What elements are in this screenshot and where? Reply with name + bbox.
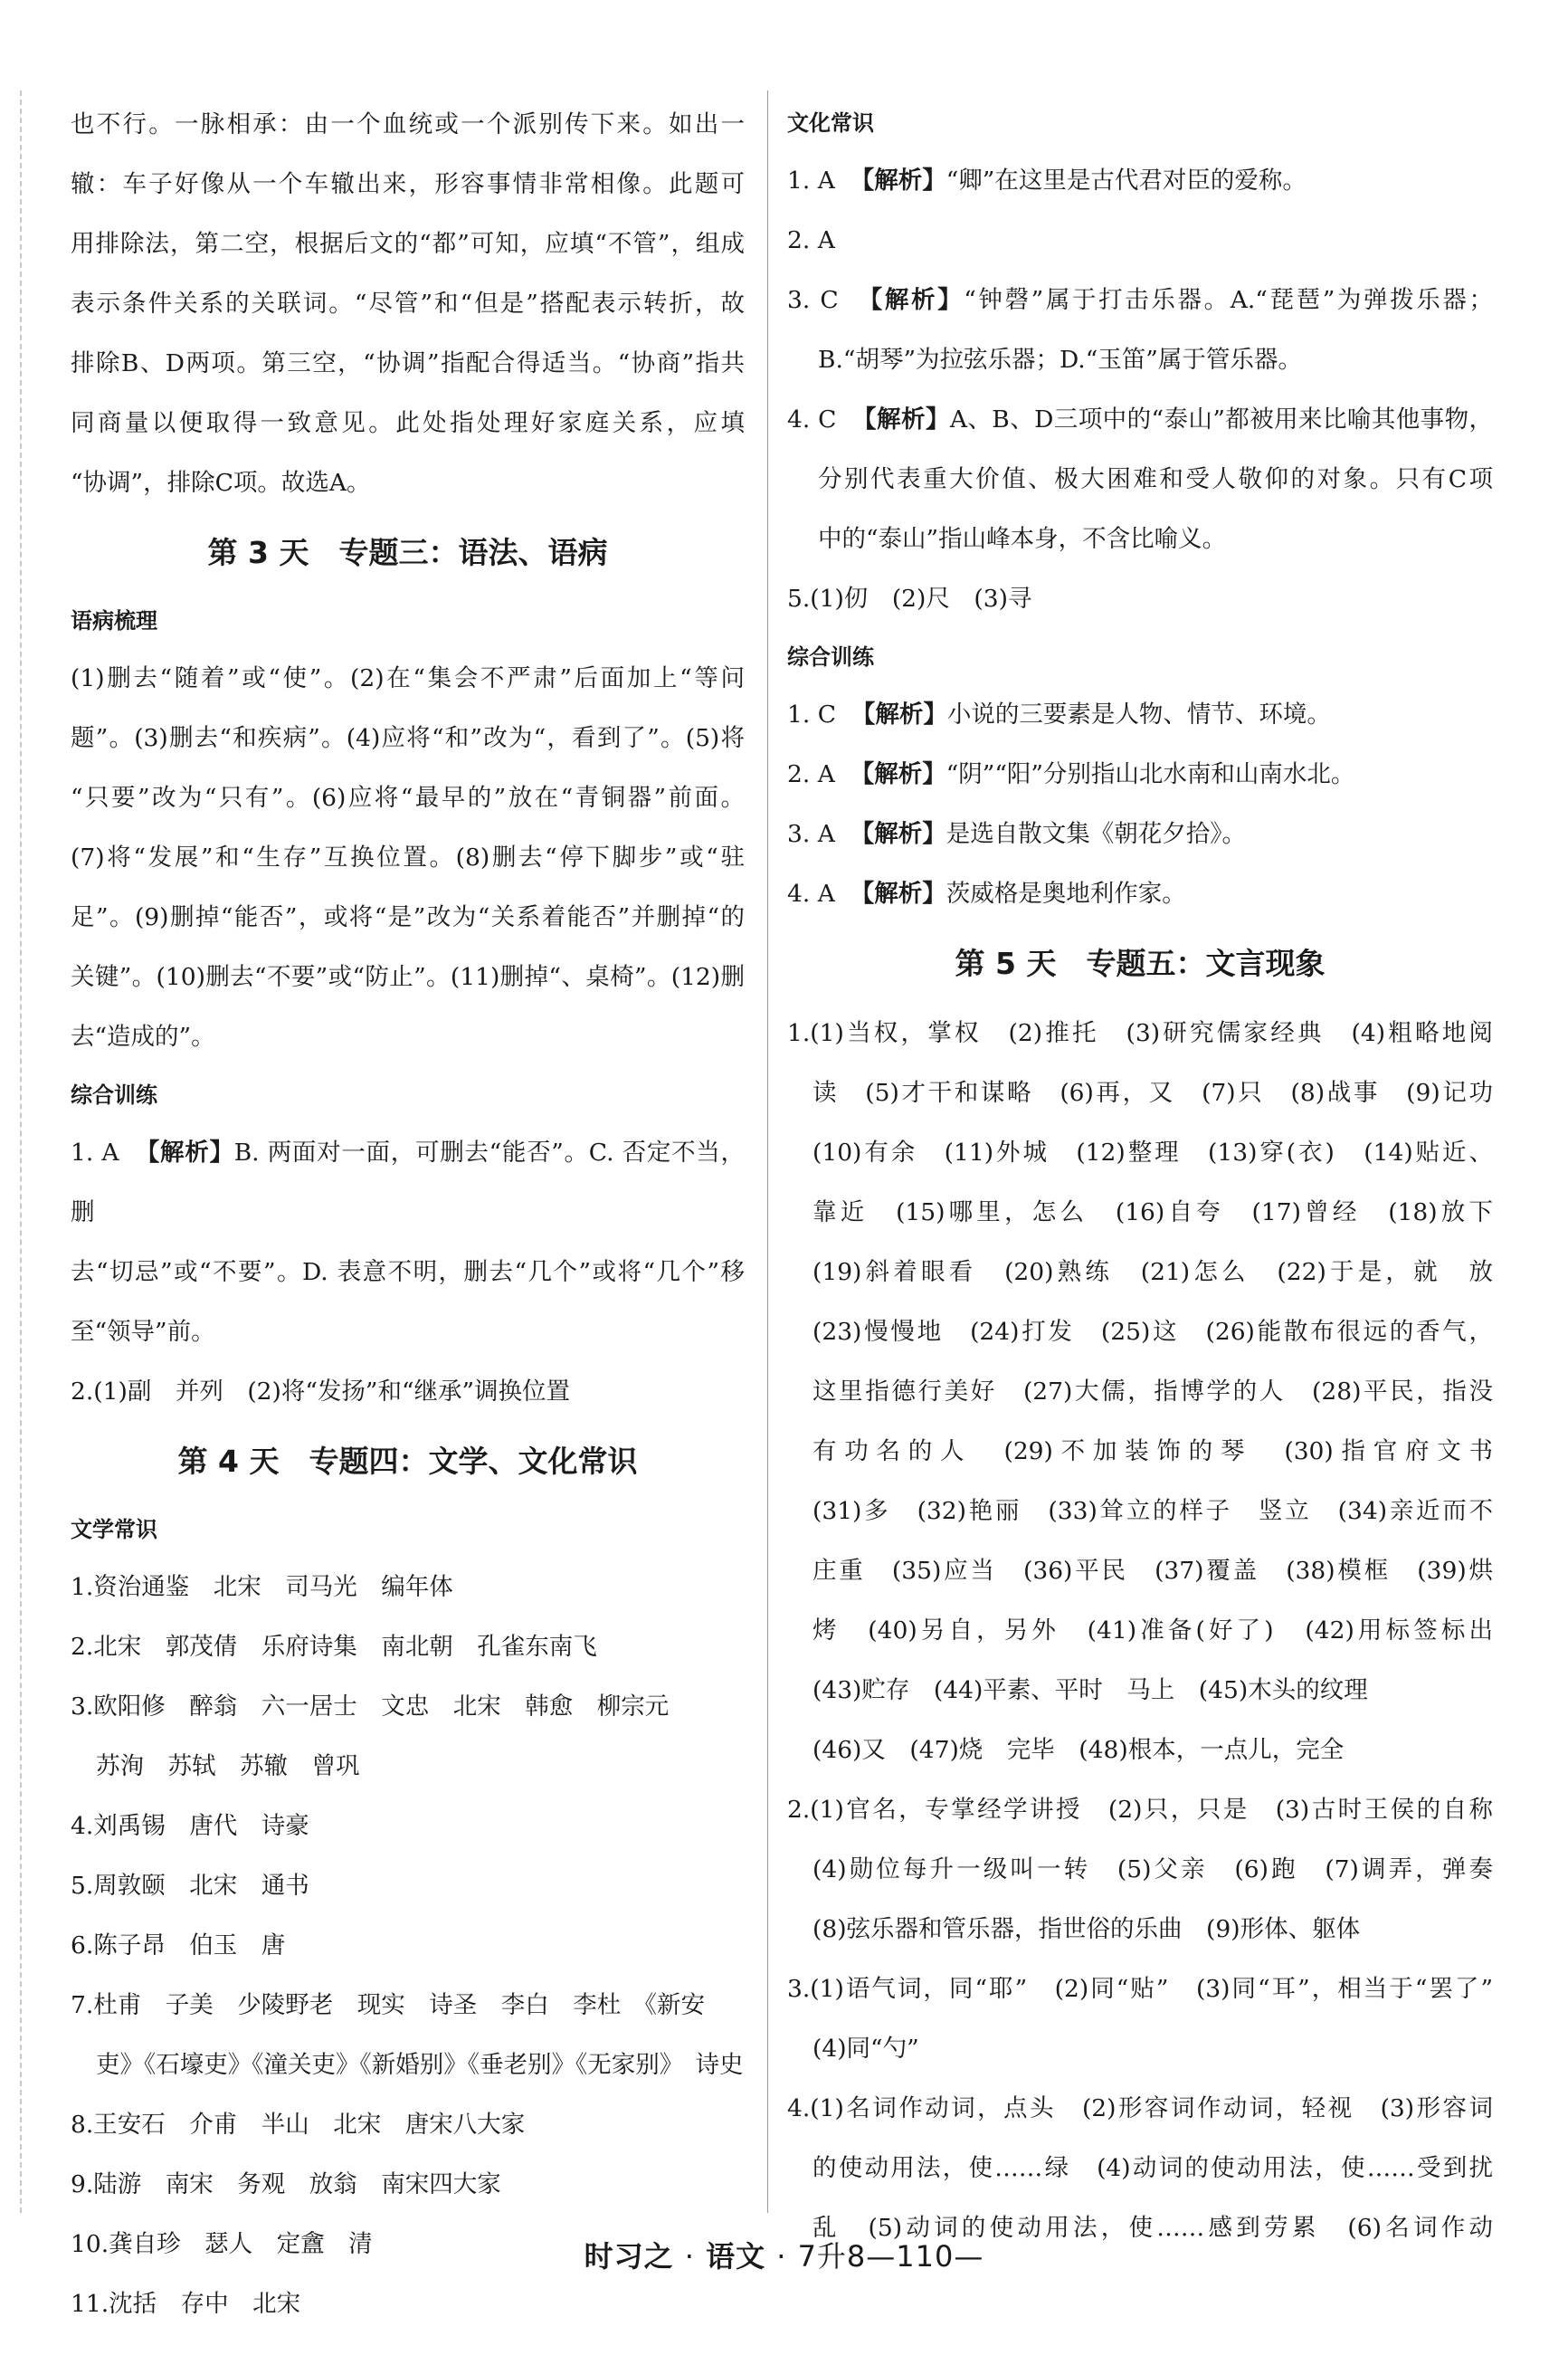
analysis-text: “卿”在这里是古代君对臣的爱称。	[946, 167, 1307, 195]
answer-number: 1. C	[787, 701, 836, 729]
column-divider	[767, 91, 768, 2213]
intro-paragraph	[71, 95, 745, 513]
list-item: 9.陆游 南宋 务观 放翁 南宋四大家	[71, 2170, 501, 2198]
analysis-tag: 【解析】	[850, 760, 946, 788]
answer-line: 有功名的人 (29)不加装饰的琴 (30)指官府文书	[813, 1437, 1493, 1465]
list-item: 6.陈子昂 伯玉 唐	[71, 1931, 286, 1959]
right-column	[787, 95, 1493, 2258]
answer-line: (31)多 (32)艳丽 (33)耸立的样子 竖立 (34)亲近而不	[813, 1497, 1493, 1525]
answer-number: 3. C	[787, 286, 839, 314]
list-item: 1.资治通鉴 北宋 司马光 编年体	[71, 1573, 453, 1601]
answer-line: 4.(1)名词作动词，点头 (2)形容词作动词，轻视 (3)形容词	[787, 2094, 1493, 2122]
intro-line: 同商量以便取得一致意见。此处指处理好家庭关系，应填	[71, 409, 745, 437]
list-item: 4.刘禹锡 唐代 诗豪	[71, 1812, 309, 1840]
list-item: 11.沈括 存中 北宋	[71, 2290, 301, 2318]
answer-continuation: 中的“泰山”指山峰本身，不含比喻义。	[818, 525, 1227, 553]
analysis-text: A、B、D三项中的“泰山”都被用来比喻其他事物，	[949, 405, 1494, 434]
answer-line: 1.(1)当权，掌权 (2)推托 (3)研究儒家经典 (4)粗略地阅	[787, 1019, 1493, 1047]
list-item: 5.周敦颐 北宋 通书	[71, 1872, 309, 1900]
answer-number: 4. A	[787, 880, 835, 908]
analysis-text: 是选自散文集《朝花夕拾》。	[946, 820, 1246, 848]
analysis-tag: 【解析】	[135, 1139, 234, 1167]
answer-item	[787, 864, 1493, 924]
answer-continuation: B.“胡琴”为拉弦乐器；D.“玉笛”属于管乐器。	[818, 346, 1302, 374]
grammar-answers	[71, 649, 745, 1067]
subheading-training: 综合训练	[787, 644, 874, 670]
grammar-line: 关键”。(10)删去“不要”或“防止”。(11)删掉“、桌椅”。(12)删	[71, 963, 745, 991]
answer-item	[787, 685, 1493, 745]
answer-line: 的使动用法，使……绿 (4)动词的使动用法，使……受到扰	[813, 2154, 1493, 2182]
analysis-tag: 【解析】	[850, 167, 946, 195]
analysis-text: B. 两面对一面，可删去“能否”。C. 否定不当，删	[71, 1139, 745, 1226]
intro-line: 用排除法，第二空，根据后文的“都”可知，应填“不管”，组成	[71, 230, 745, 258]
list-item: 苏洵 苏轼 苏辙 曾巩	[96, 1752, 360, 1780]
classical-q3	[787, 1959, 1493, 2079]
analysis-tag: 【解析】	[850, 880, 946, 908]
answer-line: (4)勋位每升一级叫一转 (5)父亲 (6)跑 (7)调弄，弹奏	[813, 1855, 1493, 1883]
answer-continuation: 至“领导”前。	[71, 1318, 215, 1346]
answer-line: 这里指德行美好 (27)大儒，指博学的人 (28)平民，指没	[813, 1378, 1493, 1406]
analysis-tag: 【解析】	[851, 701, 947, 729]
section-title-day5: 第 5 天 专题五：文言现象	[955, 946, 1326, 981]
analysis-text: “钟磬”属于打击乐器。A.“琵琶”为弹拨乐器；	[964, 286, 1493, 314]
answer-number: 5.	[787, 585, 811, 613]
answer-number: 1. A	[787, 167, 835, 195]
intro-line: 辙：车子好像从一个车辙出来，形容事情非常相像。此题可	[71, 170, 745, 198]
analysis-tag: 【解析】	[858, 286, 965, 314]
answer-line: 2.(1)官名，专掌经学讲授 (2)只，只是 (3)古时王侯的自称	[787, 1796, 1493, 1824]
answer-line: (10)有余 (11)外城 (12)整理 (13)穿(衣) (14)贴近、	[813, 1139, 1493, 1167]
answer-line: (23)慢慢地 (24)打发 (25)这 (26)能散布很远的香气，	[813, 1318, 1493, 1346]
analysis-text: 茨威格是奥地利作家。	[946, 880, 1186, 908]
answer-continuation: 去“切忌”或“不要”。D. 表意不明，删去“几个”或将“几个”移	[71, 1258, 745, 1286]
section-title-day4: 第 4 天 专题四：文学、文化常识	[177, 1444, 638, 1479]
grammar-line: (7)将“发展”和“生存”互换位置。(8)删去“停下脚步”或“驻	[71, 844, 745, 872]
answer-item	[787, 211, 1493, 271]
page-footer	[0, 2234, 1568, 2275]
classical-q1	[787, 1004, 1493, 1780]
list-item: 8.王安石 介甫 半山 北宋 唐宋八大家	[71, 2111, 526, 2139]
grammar-line: “只要”改为“只有”。(6)应将“最早的”放在“青铜器”前面。	[71, 784, 745, 812]
answer-item	[787, 390, 1493, 450]
intro-line: 表示条件关系的关联词。“尽管”和“但是”搭配表示转折，故	[71, 290, 745, 318]
binding-margin-line	[20, 91, 22, 2213]
literature-list	[71, 1558, 745, 2334]
grammar-line: 去“造成的”。	[71, 1023, 215, 1051]
answer-line: 读 (5)才干和谋略 (6)再，又 (7)只 (8)战事 (9)记功	[813, 1079, 1493, 1107]
list-item: 3.欧阳修 醉翁 六一居士 文忠 北宋 韩愈 柳宗元	[71, 1692, 670, 1721]
answer-line: (8)弦乐器和管乐器，指世俗的乐曲 (9)形体、躯体	[813, 1915, 1361, 1943]
answer-line: (43)贮存 (44)平素、平时 马上 (45)木头的纹理	[813, 1676, 1368, 1704]
answer-item	[787, 569, 1493, 629]
analysis-tag: 【解析】	[850, 820, 946, 848]
intro-line: 排除B、D两项。第三空，“协调”指配合得适当。“协商”指共	[71, 349, 745, 377]
answer-line: 3.(1)语气词，同“耶” (2)同“贴” (3)同“耳”，相当于“罢了”	[787, 1975, 1493, 2003]
left-column	[71, 95, 745, 2334]
subheading-culture: 文化常识	[787, 110, 874, 136]
intro-line: “协调”，排除C项。故选A。	[71, 469, 371, 497]
answer-line: 乱 (5)动词的使动用法，使……感到劳累 (6)名词作动	[813, 2214, 1493, 2242]
answer-item	[71, 1123, 745, 1243]
answer-number: 2. A	[787, 760, 835, 788]
grammar-line: 题”。(3)删去“和疾病”。(4)应将“和”改为“，看到了”。(5)将	[71, 724, 745, 752]
analysis-text: (1)仞 (2)尺 (3)寻	[810, 585, 1032, 613]
section-title-day3: 第 3 天 专题三：语法、语病	[207, 535, 608, 570]
answer-line: 烤 (40)另自，另外 (41)准备(好了) (42)用标签标出	[813, 1616, 1493, 1645]
answer-line: (4)同“勺”	[813, 2035, 919, 2063]
subheading-literature: 文学常识	[71, 1517, 157, 1542]
list-item: 10.龚自珍 瑟人 定盦 清	[71, 2230, 373, 2258]
answer-number: 3. A	[787, 820, 835, 848]
footer-brand: 时习之	[584, 2239, 674, 2274]
answer-item: 2.(1)副 并列 (2)将“发扬”和“继承”调换位置	[71, 1378, 571, 1406]
footer-grade: 7升8	[797, 2239, 867, 2274]
intro-line: 也不行。一脉相承：由一个血统或一个派别传下来。如出一	[71, 110, 745, 138]
footer-subject: 语文	[706, 2239, 766, 2274]
answer-number: 2. A	[787, 226, 835, 254]
footer-dot: ·	[684, 2239, 695, 2274]
answer-item	[787, 271, 1493, 330]
answer-line: 庄重 (35)应当 (36)平民 (37)覆盖 (38)模框 (39)烘	[813, 1557, 1493, 1585]
answer-line: 靠近 (15)哪里，怎么 (16)自夸 (17)曾经 (18)放下	[813, 1198, 1493, 1226]
classical-q2	[787, 1780, 1493, 1959]
subheading-grammar: 语病梳理	[71, 608, 157, 634]
answer-line: (19)斜着眼看 (20)熟练 (21)怎么 (22)于是，就 放	[813, 1258, 1493, 1286]
analysis-text: “阴”“阳”分别指山北水南和山南水北。	[946, 760, 1355, 788]
analysis-text: 小说的三要素是人物、情节、环境。	[946, 701, 1331, 729]
footer-dot: ·	[776, 2239, 787, 2274]
answer-item	[787, 805, 1493, 864]
grammar-line: 足”。(9)删掉“能否”，或将“是”改为“关系着能否”并删掉“的	[71, 903, 745, 931]
list-item: 2.北宋 郭茂倩 乐府诗集 南北朝 孔雀东南飞	[71, 1633, 597, 1661]
analysis-tag: 【解析】	[852, 405, 950, 434]
answer-number: 1. A	[71, 1139, 119, 1167]
answer-line: (46)又 (47)烧 完毕 (48)根本，一点儿，完全	[813, 1736, 1345, 1764]
grammar-line: (1)删去“随着”或“使”。(2)在“集会不严肃”后面加上“等问	[71, 664, 745, 692]
list-item: 7.杜甫 子美 少陵野老 现实 诗圣 李白 李杜 《新安	[71, 1991, 706, 2019]
answer-continuation: 分别代表重大价值、极大困难和受人敬仰的对象。只有C项	[818, 465, 1493, 493]
answer-item	[787, 745, 1493, 805]
classical-q4	[787, 2079, 1493, 2258]
subheading-training: 综合训练	[71, 1082, 157, 1108]
answer-number: 4. C	[787, 405, 837, 434]
list-item: 吏》《石壕吏》《潼关吏》《新婚别》《垂老别》《无家别》 诗史	[96, 2051, 744, 2079]
answer-item	[787, 151, 1493, 211]
footer-page-number: —110—	[866, 2239, 984, 2274]
